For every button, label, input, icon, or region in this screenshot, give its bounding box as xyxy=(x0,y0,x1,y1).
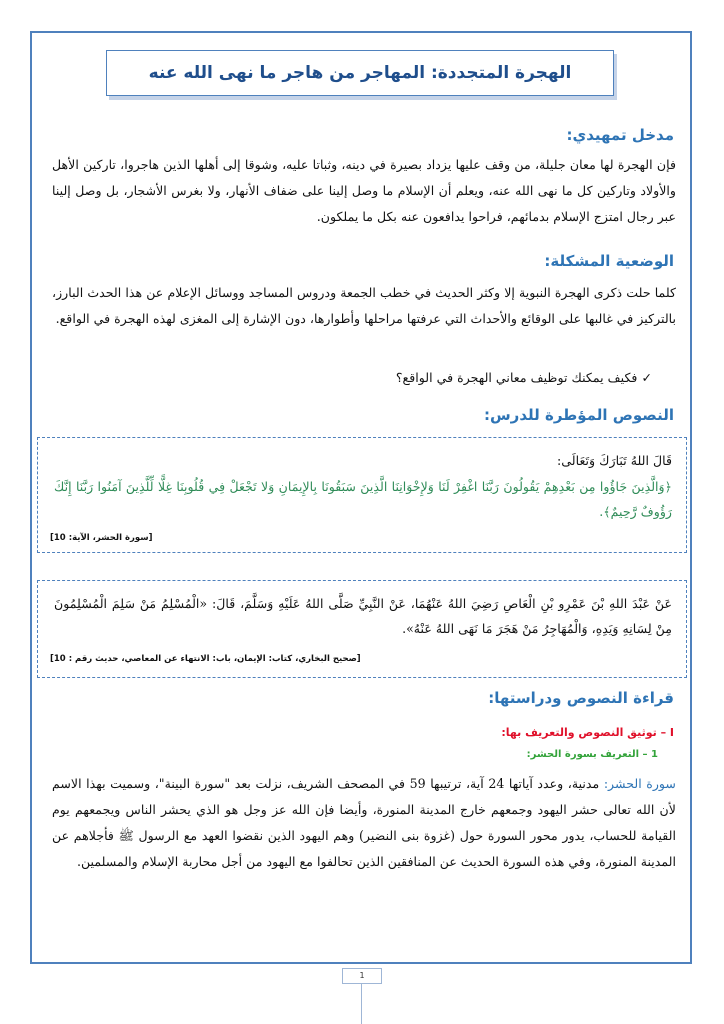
surah-description-text: مدنية، وعدد آياتها 24 آية، ترتيبها 59 في المصحف الشريف، نزلت بعد "سورة البينة"، وسميت بهذا الاسم لأن الله تعالى حشر اليهود وجمعهم خارج المدينة المنورة، وأيضا فإن الله عز وجل هو الذي يحشر الناس ويجمعهم يوم القيامة للحساب، يدور محور السورة حول (غزوة بنى النضير) وهم اليهود الذين نقضوا العهد مع الرسول ﷺ فأجلاهم عن المدينة المنورة، وفي هذه السورة الحديث عن المنافقين الذين تحالفوا مع اليهود من أجل محاربة الإسلام والمسلمين. xyxy=(52,776,676,869)
surah-description xyxy=(52,771,676,875)
problem-paragraph: كلما حلت ذكرى الهجرة النبوية إلا وكثر الحديث في خطب الجمعة ودروس المساجد ووسائل الإعلام عن هذا الحدث البارز، بالتركيز في غالبها على الوقائع والأحداث التي عرفتها مراحلها وأطوارها، دون الإشارة إلى المغزى لهذه الهجرة في الواقع. xyxy=(52,285,676,326)
page-number: 1 xyxy=(342,968,382,984)
quran-reference: [سورة الحشر، الآية: 10] xyxy=(50,533,153,543)
problem-question: ✓ فكيف يمكنك توظيف معاني الهجرة في الواقع؟ xyxy=(395,370,652,385)
quran-intro: قَالَ اللهُ تَبَارَكَ وَتَعَالَى: xyxy=(557,453,672,468)
texts-heading: النصوص المؤطرة للدرس: xyxy=(483,406,674,424)
page-number-line xyxy=(361,984,362,1024)
surah-intro-heading: 1 – التعريف بسورة الحشر: xyxy=(526,749,658,760)
lesson-title: الهجرة المتجددة: المهاجر من هاجر ما نهى الله عنه xyxy=(106,50,614,96)
problem-heading: الوضعية المشكلة: xyxy=(544,252,674,270)
quran-verse: ﴿وَالَّذِينَ جَاؤُوا مِن بَعْدِهِمْ يَقُولُونَ رَبَّنَا اغْفِرْ لَنَا وَلإِخْوَانِنَا الَّذِينَ سَبَقُونَا بِالإِيمَانِ وَلا تَجْعَلْ فِي قُلُوبِنَا غِلًّا لِّلَّذِينَ آمَنُوا رَبَّنَا إِنَّكَ رَؤُوفٌ رَّحِيمٌ﴾. xyxy=(54,479,672,519)
reading-heading: قراءة النصوص ودراستها: xyxy=(488,689,674,707)
hadith-text: عَنْ عَبْدَ اللهِ بْنَ عَمْرِو بْنِ الْعَاصِ رَضِيَ اللهُ عَنْهُمَا، عَنْ النَّبِيِّ صَلَّى اللهُ عَلَيْهِ وَسَلَّمَ، قَالَ: «الْمُسْلِمُ مَنْ سَلِمَ الْمُسْلِمُونَ مِنْ لِسَانِهِ وَيَدِهِ، وَالْمُهَاجِرُ مَنْ هَجَرَ مَا نَهَى اللهُ عَنْهُ». xyxy=(54,596,672,636)
surah-name-lead: سورة الحشر: xyxy=(603,776,676,791)
intro-paragraph: فإن الهجرة لها معان جليلة، من وقف عليها يزداد بصيرة في دينه، وثباتا عليه، وشوقا إلى أهلها الذين هاجروا، تاركين الأهل والأولاد وتاركين كل ما نهى الله عنه، ويعلم أن الإسلام ما وصل إلينا على ضفاف الأنهار، ولا بغرس الأشجار، بل وصل إلينا عبر رجال امتزج الإسلام بدمائهم، فراحوا يدافعون عنه بكل ما يملكون. xyxy=(52,157,676,224)
intro-heading: مدخل تمهيدي: xyxy=(566,126,674,144)
hadith-reference: [صحيح البخاري، كتاب: الإيمان، باب: الانتهاء عن المعاصي، حديث رقم : 10] xyxy=(50,654,361,664)
section-one-heading: I – توثيق النصوص والتعريف بها: xyxy=(501,726,674,739)
